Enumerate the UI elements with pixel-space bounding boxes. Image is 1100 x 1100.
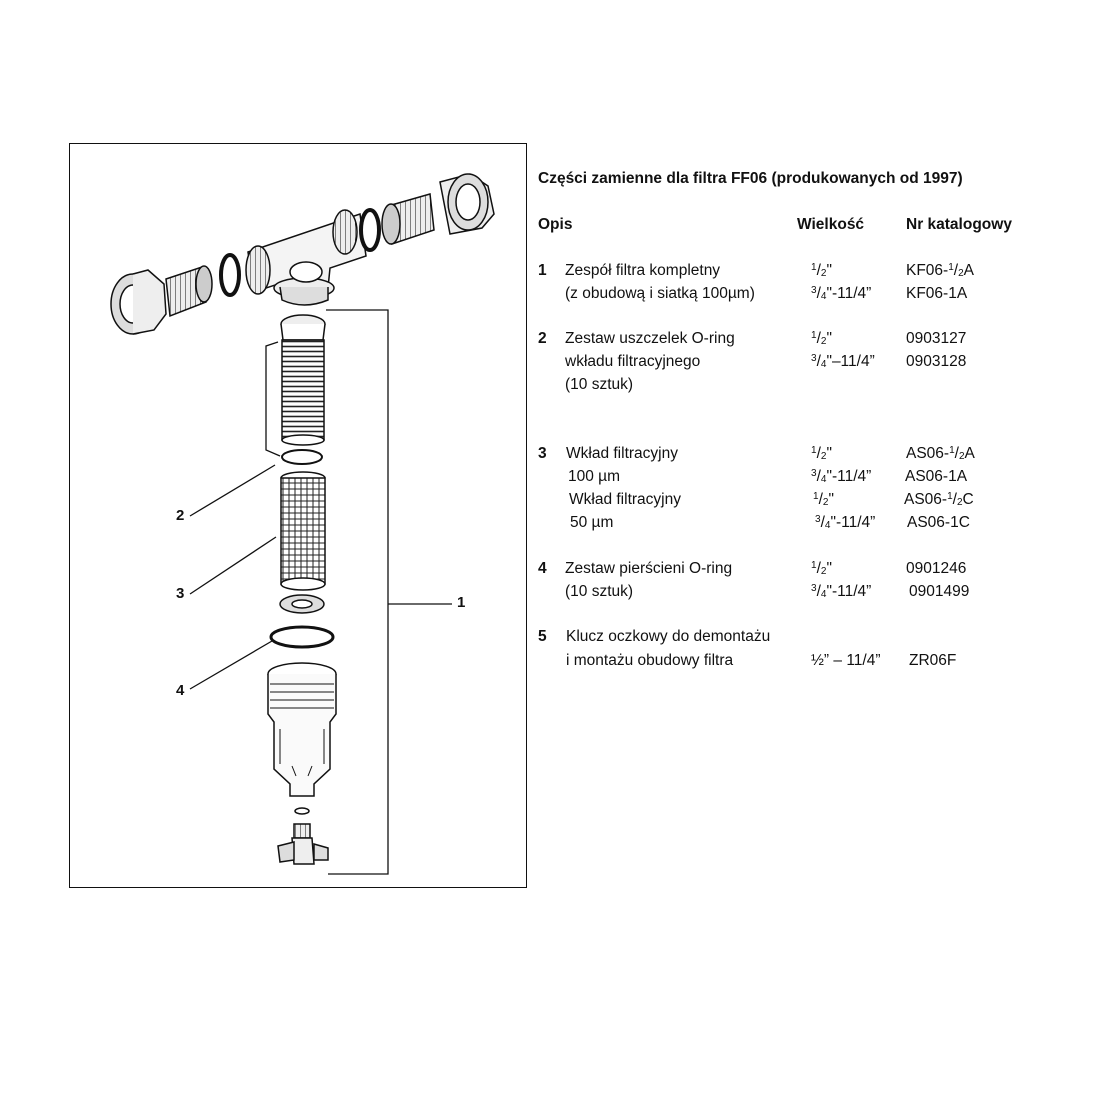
item-desc: Zestaw uszczelek O-ring: [565, 330, 735, 347]
item-desc: Zestaw pierścieni O-ring: [565, 560, 733, 577]
item-size: $^1/_2$": [811, 560, 832, 577]
exploded-diagram: [69, 143, 527, 888]
item-desc: (10 sztuk): [565, 376, 634, 393]
item-catalog: 0901246: [906, 560, 967, 577]
leader-line-4: [190, 641, 272, 689]
item-catalog: $KF06-^1/_2A$: [906, 262, 974, 279]
item-desc: Wkład filtracyjny: [569, 491, 681, 508]
item-desc: Klucz oczkowy do demontażu: [566, 628, 771, 645]
item-catalog: AS06-1A: [905, 468, 968, 485]
item-desc: 100 µm: [568, 468, 621, 485]
item-number: 5: [538, 628, 547, 645]
drain-valve: [278, 824, 328, 864]
item-size: $^3/_4"-11/4$”: [811, 583, 872, 600]
flat-ring: [280, 595, 324, 613]
item-size: ½” – 11/4”: [811, 652, 881, 669]
right-nipple: [382, 194, 434, 244]
header-catalog: Nr katalogowy: [906, 216, 1012, 233]
drain-o-ring: [295, 808, 309, 814]
item-size: $^3/_4"-11/4$”: [811, 285, 872, 302]
item-size: $^1/_2$": [813, 491, 834, 508]
item-catalog: $AS06-^1/_2C$: [904, 491, 974, 508]
filter-exploded-view: [70, 144, 528, 889]
item-size: $^3/_4"-11/4$”: [811, 468, 872, 485]
right-gasket: [361, 210, 379, 250]
item-size: $^3/_4"-11/4$”: [815, 514, 876, 531]
item-catalog: 0903128: [906, 353, 967, 370]
item-size: $^1/_2$": [811, 330, 832, 347]
item-number: 4: [538, 560, 547, 577]
item-desc: 50 µm: [570, 514, 614, 531]
filter-insert-o-ring-assembly: [281, 315, 325, 445]
leader-line-2: [190, 465, 275, 516]
item-desc: Zespół filtra kompletny: [565, 262, 721, 279]
callout-4: 4: [176, 682, 185, 699]
filter-housing-bowl: [268, 663, 336, 796]
item-size: $^3/_4"-11/4$”: [811, 353, 875, 370]
item-desc: (z obudową i siatką 100µm): [565, 285, 755, 302]
right-union-nut: [440, 174, 494, 234]
item-desc: i montażu obudowy filtra: [566, 652, 734, 669]
item-desc: wkładu filtracyjnego: [565, 353, 701, 370]
callout-2: 2: [176, 507, 185, 524]
filter-screen: [281, 472, 325, 590]
leader-line-3: [190, 537, 276, 594]
bracket-1: [326, 310, 388, 874]
bracket-2: [266, 342, 280, 456]
item-desc: (10 sztuk): [565, 583, 634, 600]
housing-o-ring: [271, 627, 333, 647]
header-size: Wielkość: [797, 216, 865, 233]
left-nipple: [166, 266, 212, 316]
item-number: 3: [538, 445, 547, 462]
left-gasket: [221, 255, 239, 295]
left-union-nut: [111, 270, 166, 334]
insert-o-ring: [282, 450, 322, 464]
item-catalog: ZR06F: [909, 652, 957, 669]
parts-table-title: Części zamienne dla filtra FF06 (produkowanych od 1997): [538, 170, 963, 187]
header-desc: Opis: [538, 216, 573, 233]
item-catalog: $AS06-^1/_2A$: [906, 445, 975, 462]
item-desc: Wkład filtracyjny: [566, 445, 678, 462]
callout-3: 3: [176, 585, 185, 602]
item-catalog: 0903127: [906, 330, 967, 347]
filter-head-body: [246, 210, 366, 305]
item-size: $^1/_2$": [811, 262, 832, 279]
item-number: 2: [538, 330, 547, 347]
callout-1: 1: [457, 594, 466, 611]
item-catalog: 0901499: [909, 583, 970, 600]
item-catalog: AS06-1C: [907, 514, 970, 531]
item-number: 1: [538, 262, 547, 279]
item-catalog: KF06-1A: [906, 285, 968, 302]
item-size: $^1/_2$": [811, 445, 832, 462]
